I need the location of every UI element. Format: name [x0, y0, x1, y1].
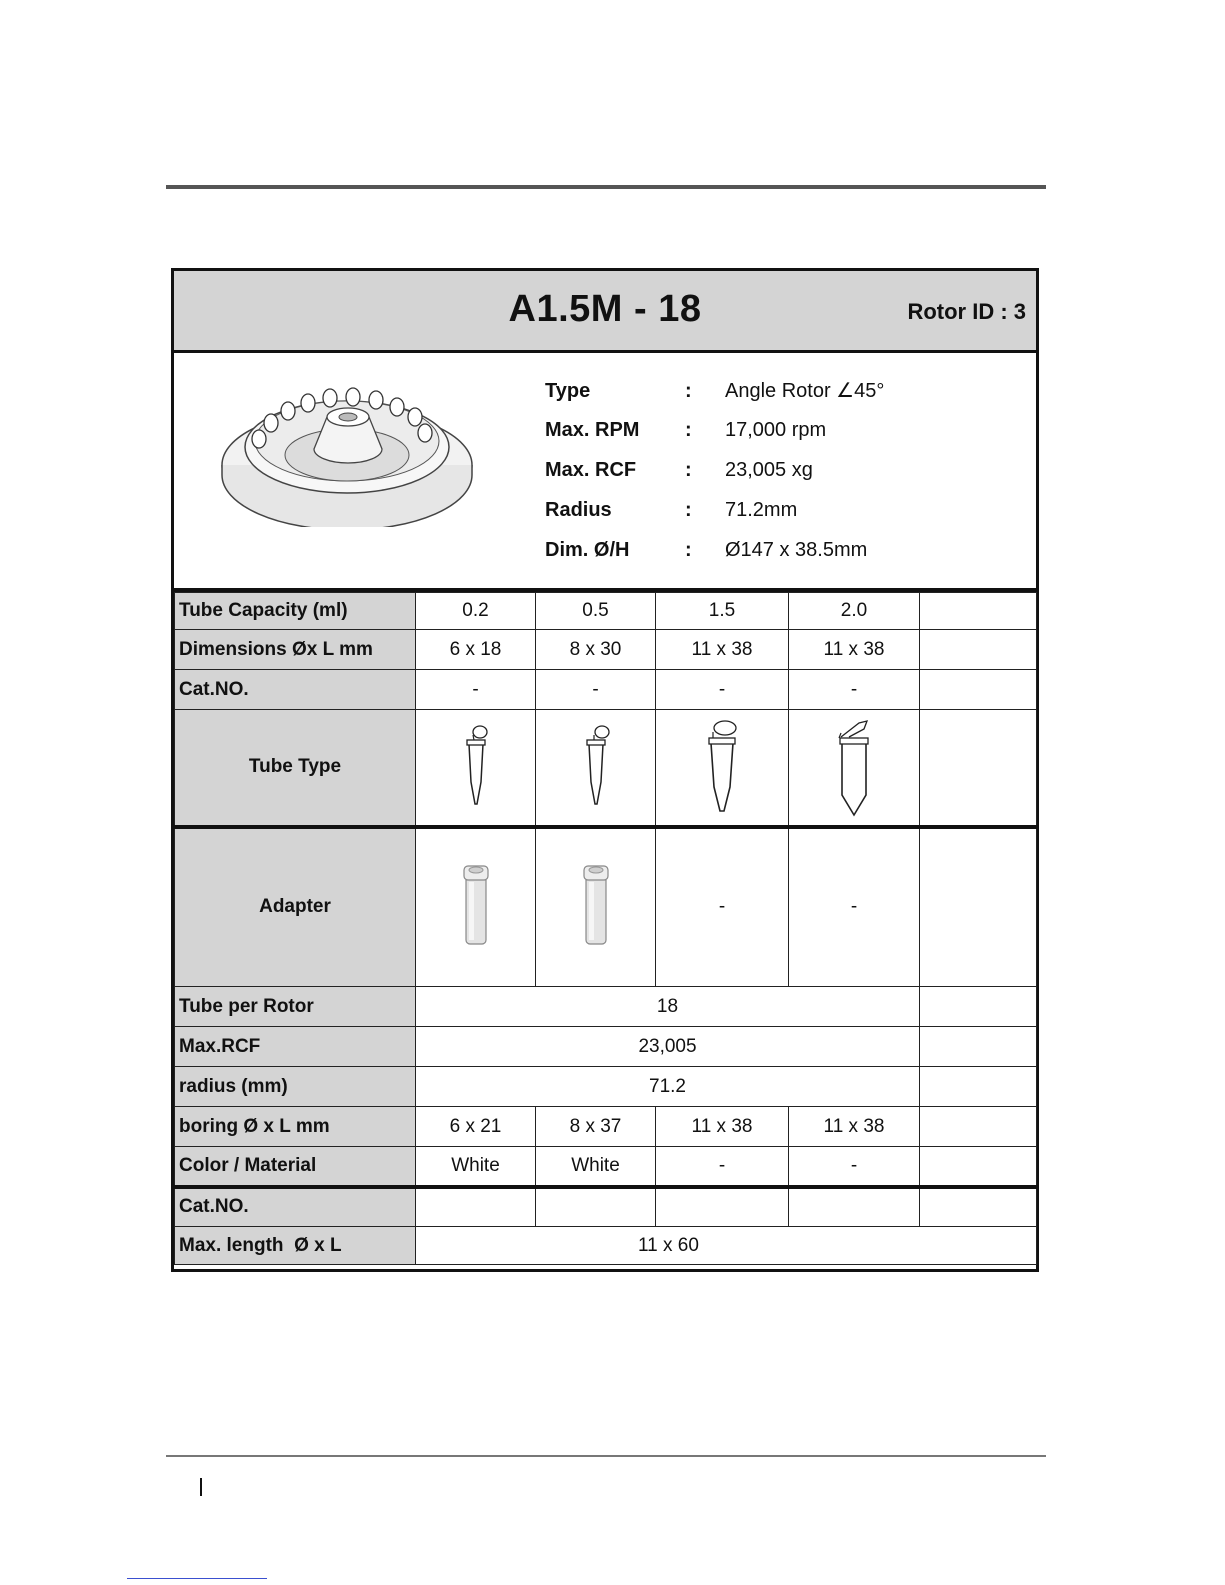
table-cell: White [416, 1147, 536, 1187]
row-header: radius (mm) [175, 1067, 416, 1107]
table-cell [920, 1027, 1037, 1067]
table-cell: 2.0 [789, 593, 920, 630]
spec-label: Type [545, 380, 591, 402]
table-cell: - [656, 827, 789, 987]
spec-value: 71.2mm [725, 499, 798, 521]
spec-colon: : [685, 419, 692, 441]
model-title: A1.5M - 18 [508, 288, 702, 330]
table-cell: - [536, 670, 656, 710]
table-row [175, 630, 1037, 670]
row-header: Max.RCF [175, 1027, 416, 1067]
table-cell: 8 x 37 [536, 1107, 656, 1147]
rotor-spec-sheet [171, 268, 1039, 1272]
table-cell [920, 827, 1037, 987]
spec-value: 23,005 xg [725, 459, 813, 481]
table-cell: - [789, 827, 920, 987]
spec-value: Ø147 x 38.5mm [725, 539, 868, 561]
spec-label: Max. RCF [545, 459, 637, 481]
table-cell: - [789, 1147, 920, 1187]
spec-colon: : [685, 380, 692, 402]
row-header: Cat.NO. [175, 1187, 416, 1227]
table-cell [920, 710, 1037, 827]
table-cell [416, 1187, 536, 1227]
table-cell: 11 x 38 [789, 630, 920, 670]
table-cell: 11 x 38 [656, 630, 789, 670]
table-cell [920, 670, 1037, 710]
table-cell [920, 593, 1037, 630]
adapter-icon [536, 827, 656, 987]
table-cell [920, 987, 1037, 1027]
row-header: Tube Type [175, 710, 416, 827]
table-cell [920, 1147, 1037, 1187]
table-row-tube-type [175, 710, 1037, 827]
spec-label: Max. RPM [545, 419, 640, 441]
tube-0.5-icon [536, 710, 656, 827]
table-cell: - [656, 670, 789, 710]
table-row [175, 1147, 1037, 1187]
row-header: Color / Material [175, 1147, 416, 1187]
adapter-icon [416, 827, 536, 987]
table-cell: 11 x 60 [416, 1227, 1037, 1265]
table-cell: 1.5 [656, 593, 789, 630]
table-cell [536, 1187, 656, 1227]
table-row [175, 593, 1037, 630]
table-row [175, 1067, 1037, 1107]
table-cell: - [656, 1147, 789, 1187]
table-cell: 18 [416, 987, 920, 1027]
table-row [175, 987, 1037, 1027]
table-cell: 0.5 [536, 593, 656, 630]
row-header: Max. length Ø x L [175, 1227, 416, 1265]
spec-label: Dim. Ø/H [545, 539, 630, 561]
spec-label: Radius [545, 499, 612, 521]
tube-0.2-icon [416, 710, 536, 827]
table-cell: 0.2 [416, 593, 536, 630]
table-cell [920, 1067, 1037, 1107]
row-header: Dimensions Øx L mm [175, 630, 416, 670]
row-header: Adapter [175, 827, 416, 987]
spec-colon: : [685, 499, 692, 521]
spec-table [174, 592, 1037, 1265]
spec-colon: : [685, 539, 692, 561]
table-row [175, 1187, 1037, 1227]
rotor-illustration [219, 367, 479, 527]
table-row [175, 1107, 1037, 1147]
table-cell: 11 x 38 [789, 1107, 920, 1147]
table-cell: - [416, 670, 536, 710]
table-cell: 6 x 18 [416, 630, 536, 670]
spec-value: 17,000 rpm [725, 419, 827, 441]
table-cell [920, 1107, 1037, 1147]
table-row [175, 1227, 1037, 1265]
table-row [175, 670, 1037, 710]
table-cell: White [536, 1147, 656, 1187]
row-header: Tube Capacity (ml) [175, 593, 416, 630]
table-cell [656, 1187, 789, 1227]
table-cell [920, 630, 1037, 670]
table-cell: 71.2 [416, 1067, 920, 1107]
table-cell [789, 1187, 920, 1227]
table-row [175, 1027, 1037, 1067]
rotor-info-block [174, 353, 1036, 592]
spec-colon: : [685, 459, 692, 481]
table-cell [920, 1187, 1037, 1227]
page-marker [200, 1478, 202, 1496]
table-cell: - [789, 670, 920, 710]
row-header: boring Ø x L mm [175, 1107, 416, 1147]
top-rule [166, 185, 1046, 189]
table-row-adapter [175, 827, 1037, 987]
rotor-id: Rotor ID : 3 [907, 299, 1026, 324]
table-cell: 11 x 38 [656, 1107, 789, 1147]
row-header: Tube per Rotor [175, 987, 416, 1027]
spec-value: Angle Rotor ∠45° [725, 380, 885, 402]
table-cell: 23,005 [416, 1027, 920, 1067]
footer-link-underline [127, 1578, 267, 1579]
bottom-rule [166, 1455, 1046, 1457]
table-cell: 6 x 21 [416, 1107, 536, 1147]
title-bar [174, 271, 1036, 353]
row-header: Cat.NO. [175, 670, 416, 710]
table-cell: 8 x 30 [536, 630, 656, 670]
tube-1.5-icon [656, 710, 789, 827]
tube-2.0-icon [789, 710, 920, 827]
